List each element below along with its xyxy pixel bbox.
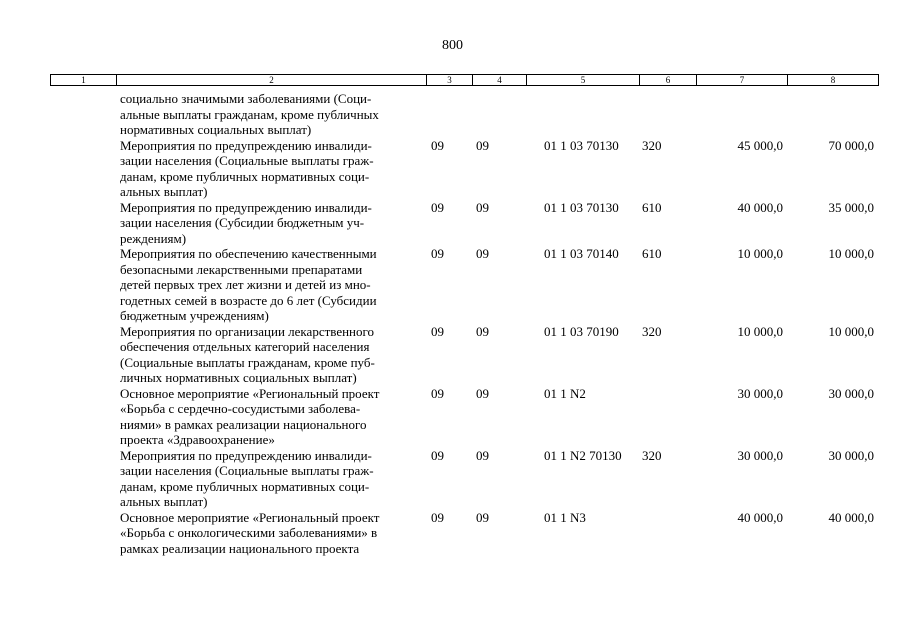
row-name-line: ниями» в рамках реализации национального — [120, 416, 367, 432]
row-name-line: зации населения (Субсидии бюджетным уч- — [120, 215, 365, 230]
row-name-line: Мероприятия по организации лекарственного — [120, 323, 375, 339]
section-code: 09 — [431, 137, 444, 153]
table-row — [50, 386, 878, 448]
row-name-line: детей первых трех лет жизни и детей из мно- — [120, 277, 371, 292]
row-name-line: Мероприятия по предупреждению инвалиди- — [120, 199, 372, 215]
row-name — [50, 510, 426, 557]
amount-year-2: 35 000,0 — [828, 199, 874, 215]
table-row — [50, 138, 878, 200]
column-number-8: 8 — [788, 75, 879, 86]
row-name-line: «Борьба с сердечно-сосудистыми заболева- — [120, 401, 361, 416]
expense-type-code: 610 — [642, 246, 662, 261]
target-article-code — [526, 91, 639, 138]
target-article-code: 01 1 N2 — [544, 385, 586, 401]
row-name-line: (Социальные выплаты гражданам, кроме пуб- — [120, 354, 375, 370]
row-name-line: альных выплат) — [120, 494, 208, 509]
target-article-code: 01 1 N3 — [544, 509, 586, 525]
subsection-code: 09 — [476, 137, 489, 153]
amount-year-1 — [696, 91, 787, 138]
row-name-line: данам, кроме публичных нормативных соци- — [120, 168, 370, 184]
amount-year-1: 30 000,0 — [737, 385, 783, 401]
section-code: 09 — [431, 199, 444, 215]
amount-year-2: 30 000,0 — [828, 385, 874, 401]
section-code: 09 — [431, 246, 444, 261]
subsection-code: 09 — [476, 323, 489, 339]
column-number-5: 5 — [527, 75, 640, 86]
target-article-code: 01 1 03 70130 — [544, 137, 619, 153]
subsection-code: 09 — [476, 246, 489, 261]
row-name-line: проекта «Здравоохранение» — [120, 432, 275, 447]
row-name — [50, 91, 426, 138]
column-number-1: 1 — [51, 75, 117, 86]
amount-year-1: 40 000,0 — [737, 509, 783, 525]
row-name-line: годетных семей в возрасте до 6 лет (Субсидии — [120, 292, 377, 308]
subsection-code: 09 — [476, 385, 489, 401]
section-code: 09 — [431, 323, 444, 339]
row-name-line: Мероприятия по предупреждению инвалиди- — [120, 447, 372, 463]
row-name — [50, 246, 426, 324]
row-name-line: Основное мероприятие «Региональный проект — [120, 385, 380, 401]
subsection-code: 09 — [476, 199, 489, 215]
amount-year-1: 10 000,0 — [737, 323, 783, 339]
expense-type-code — [639, 386, 696, 448]
row-name-line: реждениям) — [120, 230, 187, 246]
table-row — [50, 324, 878, 386]
section-code — [426, 91, 472, 138]
row-name-line: обеспечения отдельных категорий населения — [120, 339, 370, 354]
row-name-line: данам, кроме публичных нормативных соци- — [120, 478, 370, 494]
row-name-line: Мероприятия по обеспечению качественными — [120, 246, 377, 261]
subsection-code: 09 — [476, 447, 489, 463]
target-article-code: 01 1 03 70140 — [544, 246, 619, 261]
row-name-line: бюджетным учреждениям) — [120, 308, 269, 323]
budget-table — [50, 91, 878, 556]
amount-year-2: 30 000,0 — [828, 447, 874, 463]
row-name-line: личных нормативных социальных выплат) — [120, 370, 357, 385]
subsection-code — [472, 91, 526, 138]
column-number-7: 7 — [697, 75, 788, 86]
column-number-6: 6 — [640, 75, 697, 86]
target-article-code: 01 1 03 70130 — [544, 199, 619, 215]
table-row — [50, 200, 878, 247]
target-article-code: 01 1 03 70190 — [544, 323, 619, 339]
expense-type-code: 610 — [642, 199, 662, 215]
amount-year-2: 70 000,0 — [828, 137, 874, 153]
amount-year-2 — [787, 91, 878, 138]
column-number-header — [50, 74, 879, 86]
column-number-4: 4 — [473, 75, 527, 86]
row-name — [50, 138, 426, 200]
expense-type-code: 320 — [642, 323, 662, 339]
row-name-line: Мероприятия по предупреждению инвалиди- — [120, 137, 372, 153]
row-name-line: зации населения (Социальные выплаты граж- — [120, 153, 374, 168]
section-code: 09 — [431, 385, 444, 401]
section-code: 09 — [431, 509, 444, 525]
expense-type-code: 320 — [642, 137, 662, 153]
row-name-line: безопасными лекарственными препаратами — [120, 261, 363, 277]
amount-year-2: 40 000,0 — [828, 509, 874, 525]
amount-year-2: 10 000,0 — [828, 246, 874, 261]
row-name-line: рамках реализации национального проекта — [120, 540, 360, 556]
column-number-3: 3 — [427, 75, 473, 86]
section-code: 09 — [431, 447, 444, 463]
table-row — [50, 91, 878, 138]
expense-type-code — [639, 510, 696, 557]
row-name — [50, 386, 426, 448]
row-name-line: альные выплаты гражданам, кроме публичных — [120, 106, 379, 122]
row-name-line: нормативных социальных выплат) — [120, 122, 312, 137]
row-name-line: альных выплат) — [120, 184, 208, 199]
row-name-line: социально значимыми заболеваниями (Соци- — [120, 91, 372, 106]
row-name-line: «Борьба с онкологическими заболеваниями» в — [120, 525, 378, 540]
row-name — [50, 200, 426, 247]
expense-type-code — [639, 91, 696, 138]
amount-year-1: 10 000,0 — [737, 246, 783, 261]
amount-year-1: 40 000,0 — [737, 199, 783, 215]
amount-year-1: 30 000,0 — [737, 447, 783, 463]
target-article-code: 01 1 N2 70130 — [544, 447, 622, 463]
amount-year-1: 45 000,0 — [737, 137, 783, 153]
table-row — [50, 448, 878, 510]
table-row — [50, 510, 878, 557]
row-name — [50, 448, 426, 510]
amount-year-2: 10 000,0 — [828, 323, 874, 339]
page-number: 800 — [442, 38, 463, 53]
table-row — [50, 246, 878, 324]
column-number-2: 2 — [117, 75, 427, 86]
row-name-line: зации населения (Социальные выплаты граж- — [120, 463, 374, 478]
row-name-line: Основное мероприятие «Региональный проект — [120, 509, 380, 525]
subsection-code: 09 — [476, 509, 489, 525]
expense-type-code: 320 — [642, 447, 662, 463]
row-name — [50, 324, 426, 386]
